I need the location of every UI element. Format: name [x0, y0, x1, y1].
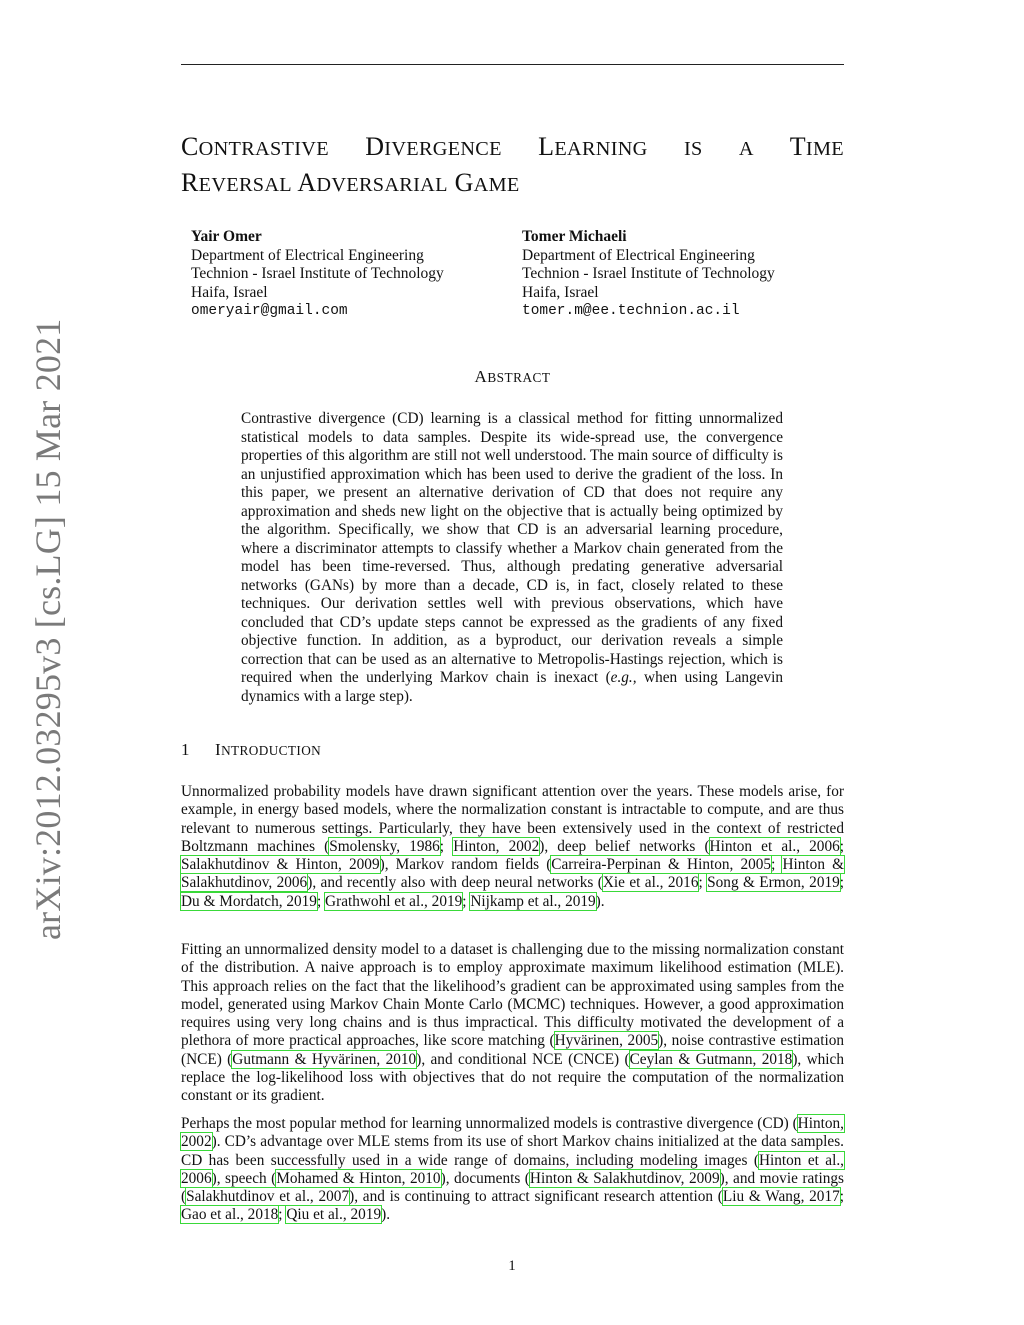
- title-word-cap: A: [297, 168, 317, 197]
- top-rule: [181, 64, 844, 65]
- title-line-1: [181, 130, 844, 166]
- citation-link[interactable]: Mohamed & Hinton, 2010: [276, 1169, 441, 1187]
- citation-link[interactable]: Hyvärinen, 2005: [554, 1032, 659, 1050]
- citation-link[interactable]: Salakhutdinov & Hinton, 2009: [181, 856, 380, 874]
- citation-link[interactable]: Hinton & Salakhutdinov, 2009: [529, 1169, 720, 1187]
- citation-link[interactable]: Gao et al., 2018: [181, 1206, 279, 1224]
- paragraph-text: ), Markov random fields (: [379, 856, 552, 874]
- author-city: Haifa, Israel: [191, 283, 268, 301]
- paragraph-text: Unnormalized probability models have drawn significant attention over the years. These models arise, for example, in energy based models, where the normalization constant is intractable to compute, and are thus relevant to numerous settings. Particularly, they have been extensively used in the context of restricted Boltzmann machines (: [181, 783, 844, 855]
- citation-link[interactable]: Salakhutdinov et al., 2007: [186, 1188, 350, 1206]
- citation-link[interactable]: Hinton & Salakhutdinov, 2006: [181, 856, 845, 892]
- paragraph-text: ;: [839, 837, 844, 855]
- title-word-rest: IVERGENCE: [384, 138, 502, 160]
- section-number: 1: [181, 740, 190, 759]
- paragraph-text: ;: [278, 1206, 287, 1224]
- citation-link[interactable]: Xie et al., 2016: [602, 874, 699, 892]
- author-block-2: [522, 228, 775, 321]
- abstract-text: [241, 410, 783, 706]
- title-word: [538, 132, 647, 161]
- intro-paragraph-3: [181, 1115, 844, 1225]
- paragraph-text: Perhaps the most popular method for learning unnormalized models is contrastive divergence (CD) (: [181, 1115, 798, 1132]
- author-institution: Technion - Israel Institute of Technology: [522, 265, 775, 282]
- title-word-cap: G: [454, 168, 474, 197]
- paragraph-text: ;: [839, 1188, 844, 1206]
- author-email[interactable]: omeryair@gmail.com: [191, 303, 348, 319]
- citation-link[interactable]: Liu & Wang, 2017: [722, 1188, 840, 1206]
- arxiv-identifier: arXiv:2012.03295v3 [cs.LG] 15 Mar 2021: [28, 318, 68, 940]
- title-word: [297, 168, 447, 197]
- section-title-rest: NTRODUCTION: [221, 743, 322, 758]
- author-name: Tomer Michaeli: [522, 228, 627, 245]
- abstract-eg: e.g.,: [610, 669, 637, 686]
- paragraph-text: ), speech (: [211, 1169, 277, 1187]
- title-word-rest: IME: [805, 138, 844, 160]
- paragraph-text: ), and recently also with deep neural networks (: [307, 874, 603, 892]
- section-heading-introduction: [181, 740, 321, 760]
- title-word-rest: EARNING: [554, 138, 648, 160]
- title-word-rest: IS: [683, 138, 703, 160]
- paragraph-text: ;: [839, 874, 845, 892]
- title-word-cap: D: [365, 132, 385, 161]
- citation-link[interactable]: Grathwohl et al., 2019: [325, 892, 463, 910]
- paragraph-text: Fitting an unnormalized density model to a dataset is challenging due to the missing normalization constant of the distribution. A naive approach is to employ approximate maximum likelihood estimation (MLE). This approach relies on the fact that the likelihood’s gradient can be approximated using samples from the model, generated using Markov Chain Monte Carlo (MCMC) techniques. However, a good approximation requires using very long chains and is thus impractical. This difficulty motivated the development of a plethora of more practical approaches, like score matching (: [181, 941, 844, 1050]
- citation-link[interactable]: Gutmann & Hyvärinen, 2010: [232, 1050, 417, 1068]
- title-word-cap: C: [181, 132, 199, 161]
- author-department: Department of Electrical Engineering: [522, 246, 755, 264]
- author-city: Haifa, Israel: [522, 283, 599, 301]
- title-word: [455, 168, 520, 197]
- paragraph-text: ;: [316, 892, 326, 910]
- title-word-rest: EVERSAL: [198, 174, 292, 196]
- paragraph-text: ). CD’s advantage over MLE stems from its use of short Markov chains initialized at the data samples. CD has been successfully used in a wide range of domains, including modeling images (: [181, 1133, 844, 1169]
- paragraph-text: ;: [462, 892, 471, 910]
- paragraph-text: ;: [698, 874, 708, 892]
- title-word-rest: AME: [473, 174, 520, 196]
- paragraph-text: ;: [771, 856, 783, 874]
- title-word: [181, 168, 292, 197]
- abstract-text-part-2: when using Langevin dynamics with a large step).: [241, 669, 783, 705]
- paragraph-text: ).: [595, 892, 605, 910]
- author-department: Department of Electrical Engineering: [191, 246, 424, 264]
- title-word: [739, 132, 754, 161]
- intro-paragraph-2: [181, 941, 844, 1106]
- author-institution: Technion - Israel Institute of Technology: [191, 265, 444, 282]
- title-word-cap: T: [789, 132, 806, 161]
- author-block-1: [191, 228, 444, 321]
- citation-link[interactable]: Hinton et al., 2006: [709, 837, 840, 855]
- author-name: Yair Omer: [191, 228, 262, 245]
- title-word-rest: DVERSARIAL: [316, 174, 448, 196]
- abstract-text-part-1: Contrastive divergence (CD) learning is a classical method for fitting unnormalized statistical models to data samples. Despite its wide-spread use, the convergence properties of this algorithm are still not well understood. The main source of difficulty is an unjustified approximation which has been used to derive the gradient of the loss. In this paper, we present an alternative derivation of CD that does not require any approximation and sheds new light on the objective that is actually being optimized by the algorithm. Specifically, we show that CD is an adversarial learning procedure, where a discriminator attempts to classify whether a Markov chain generated from the model has been time-reversed. Thus, although predating generative adversarial networks (GANs) by more than a decade, CD is, in fact, closely related to these techniques. Our derivation settles well with previous observations, which have concluded that CD’s update steps cannot be expressed as the gradients of any fixed objective function. In addition, as a byproduct, our derivation reveals a simple correction that can be used as an alternative to Metropolis-Hastings rejection, which is required when the underlying Markov chain is inexact (: [241, 410, 783, 686]
- paragraph-text: ), noise contrastive estimation (NCE) (: [181, 1032, 844, 1068]
- citation-link[interactable]: Du & Mordatch, 2019: [181, 892, 317, 910]
- paragraph-text: ), and movie ratings (: [181, 1169, 844, 1206]
- citation-link[interactable]: Carreira-Perpinan & Hinton, 2005: [551, 856, 772, 874]
- citation-link[interactable]: Hinton, 2002: [453, 837, 540, 855]
- intro-paragraph-1: [181, 783, 844, 911]
- citation-link[interactable]: Nijkamp et al., 2019: [470, 892, 596, 910]
- paragraph-text: ).: [381, 1206, 391, 1224]
- citation-link[interactable]: Qiu et al., 2019: [286, 1206, 382, 1224]
- author-email[interactable]: tomer.m@ee.technion.ac.il: [522, 303, 740, 319]
- page-number: 1: [508, 1258, 516, 1274]
- citation-link[interactable]: Hinton et al., 2006: [181, 1151, 844, 1187]
- title-word-cap: L: [538, 132, 555, 161]
- paragraph-text: ), and conditional NCE (CNCE) (: [416, 1050, 630, 1068]
- title-line-2: [181, 166, 844, 202]
- paper-title: [181, 130, 844, 202]
- abstract-heading-rest: BSTRACT: [487, 370, 551, 385]
- citation-link[interactable]: Hinton, 2002: [181, 1115, 844, 1151]
- title-word: [365, 132, 502, 161]
- title-word: [790, 132, 844, 161]
- paragraph-text: ), deep belief networks (: [539, 837, 710, 855]
- title-word: [181, 132, 329, 161]
- paragraph-text: ), and is continuing to attract significant research attention (: [349, 1188, 723, 1206]
- title-word-rest: A: [738, 138, 754, 160]
- title-word: [684, 132, 703, 161]
- paragraph-text: ), which replace the log-likelihood loss with objectives that do not require the computation of the normalization constant or its gradient.: [181, 1050, 844, 1105]
- citation-link[interactable]: Smolensky, 1986: [329, 837, 440, 855]
- abstract-heading: [181, 367, 844, 387]
- abstract-heading-cap: A: [474, 367, 488, 386]
- paragraph-text: ;: [439, 837, 454, 855]
- section-title-cap: I: [215, 740, 222, 759]
- citation-link[interactable]: Song & Ermon, 2019: [707, 874, 840, 892]
- paragraph-text: ), documents (: [440, 1169, 530, 1187]
- title-word-rest: ONTRASTIVE: [198, 138, 329, 160]
- title-word-cap: R: [181, 168, 199, 197]
- citation-link[interactable]: Ceylan & Gutmann, 2018: [629, 1050, 793, 1068]
